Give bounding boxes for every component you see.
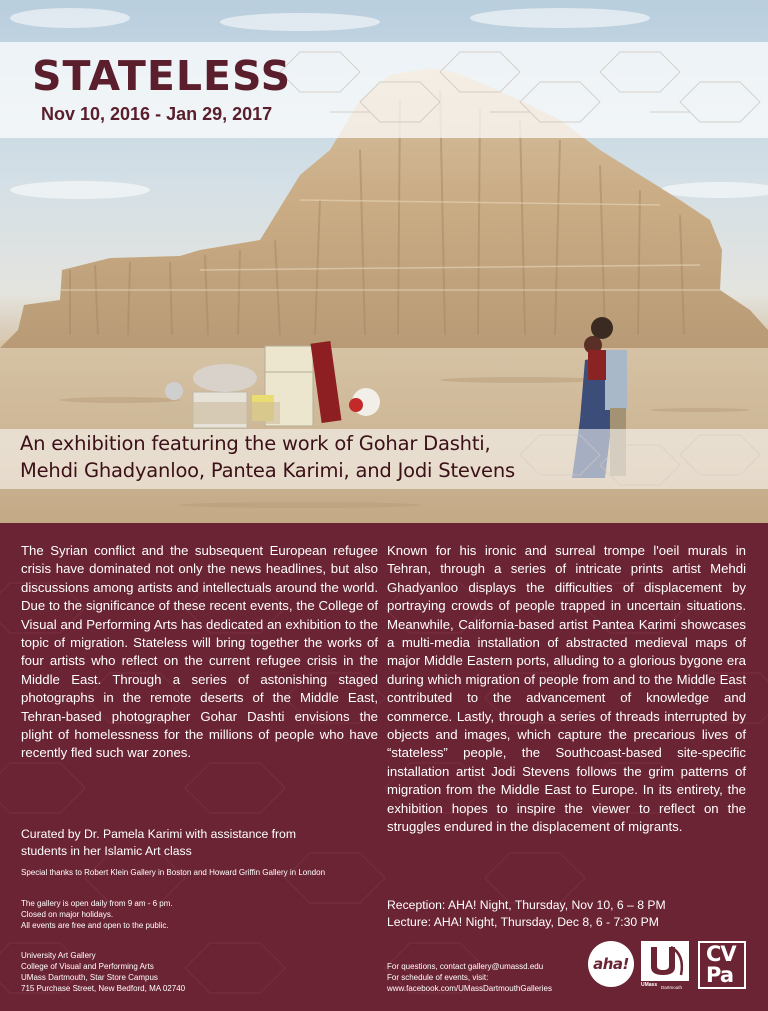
special-thanks: Special thanks to Robert Klein Gallery in Boston and Howard Griffin Gallery in London xyxy=(21,868,326,877)
address-line: College of Visual and Performing Arts xyxy=(21,962,154,971)
address-line: UMass Dartmouth, Star Store Campus xyxy=(21,973,158,982)
facebook-link[interactable]: www.facebook.com/UMassDartmouthGalleries xyxy=(387,984,552,993)
curator-credit-line: students in her Islamic Art class xyxy=(21,843,192,858)
lecture-event: Lecture: AHA! Night, Thursday, Dec 8, 6 - 7:30 PM xyxy=(387,915,659,929)
subtitle-line-1: An exhibition featuring the work of Gohar Dashti, xyxy=(20,432,491,455)
artists-paragraph: Known for his ironic and surreal trompe l'oeil murals in Tehran, through a series of intricate prints artist Mehdi Ghadyanloo displays the difficulties of displacement by portraying crowds of people trapped in uncertain situations. Meanwhile, California-based artist Pantea Karimi showcases a multi-media installation of abstracted medieval maps of major Middle Eastern ports, alluding to a glorious bygone era during which migration of people from and to the Middle East contributed to the advancement of knowledge and commerce. Lastly, through a series of threads interrupted by objects and images, which capture the precarious lives of “stateless” people, the Southcoast-based site-specific installation artist Jodi Stevens follows the grim patterns of migration from the Middle East to Europe. In its entirety, the exhibition hopes to inspire the viewer to reflect on the struggles endured in the displacement of migrants. xyxy=(387,543,746,835)
contact-email-line: For questions, contact gallery@umassd.edu xyxy=(387,962,544,971)
subtitle-line-2: Mehdi Ghadyanloo, Pantea Karimi, and Jodi Stevens xyxy=(20,459,515,482)
cvpa-logo-top: CV xyxy=(706,942,736,966)
umass-logo-name: UMass xyxy=(641,982,658,988)
intro-paragraph: The Syrian conflict and the subsequent European refugee crisis have dominated not only the news headlines, but also discussions among artists and intellectuals around the world. Due to the significance of these recent events, the College of Visual and Performing Arts has dedicated an exhibition to the topic of migration. Stateless will bring together the works of four artists who reflect on the current refugee crisis in the Middle East. Through a series of astonishing staged photographs in the remote deserts of the Middle East, Tehran-based photographer Gohar Dashti envisions the plight of homelessness for the millions of people who have recently fled such war zones. xyxy=(21,543,378,761)
curator-credit-line: Curated by Dr. Pamela Karimi with assistance from xyxy=(21,827,296,841)
gallery-hours xyxy=(21,898,321,931)
umass-logo-campus: Dartmouth xyxy=(661,985,683,990)
address-line: 715 Purchase Street, New Bedford, MA 02740 xyxy=(21,984,186,993)
umass-dartmouth-logo xyxy=(641,941,689,991)
address-line: University Art Gallery xyxy=(21,951,96,960)
umass-logo-mark xyxy=(641,941,689,981)
umass-u-icon xyxy=(641,941,689,981)
reception-event: Reception: AHA! Night, Thursday, Nov 10, 6 – 8 PM xyxy=(387,898,666,912)
aha-logo-text: aha! xyxy=(593,955,629,973)
event-schedule xyxy=(387,897,747,931)
exhibition-dates: Nov 10, 2016 - Jan 29, 2017 xyxy=(41,104,273,124)
aha-logo xyxy=(588,941,634,987)
exhibition-title: STATELESS xyxy=(32,52,292,100)
gallery-hours-line: Closed on major holidays. xyxy=(21,910,114,919)
contact-schedule-line: For schedule of events, visit: xyxy=(387,973,489,982)
cvpa-logo-bottom: Pa xyxy=(706,963,733,987)
gallery-address xyxy=(21,950,321,994)
gallery-hours-line: The gallery is open daily from 9 am - 6 pm. xyxy=(21,899,173,908)
curator-credit xyxy=(21,826,361,859)
contact-info xyxy=(387,961,597,994)
gallery-hours-line: All events are free and open to the public. xyxy=(21,921,169,930)
cvpa-logo xyxy=(698,941,746,989)
